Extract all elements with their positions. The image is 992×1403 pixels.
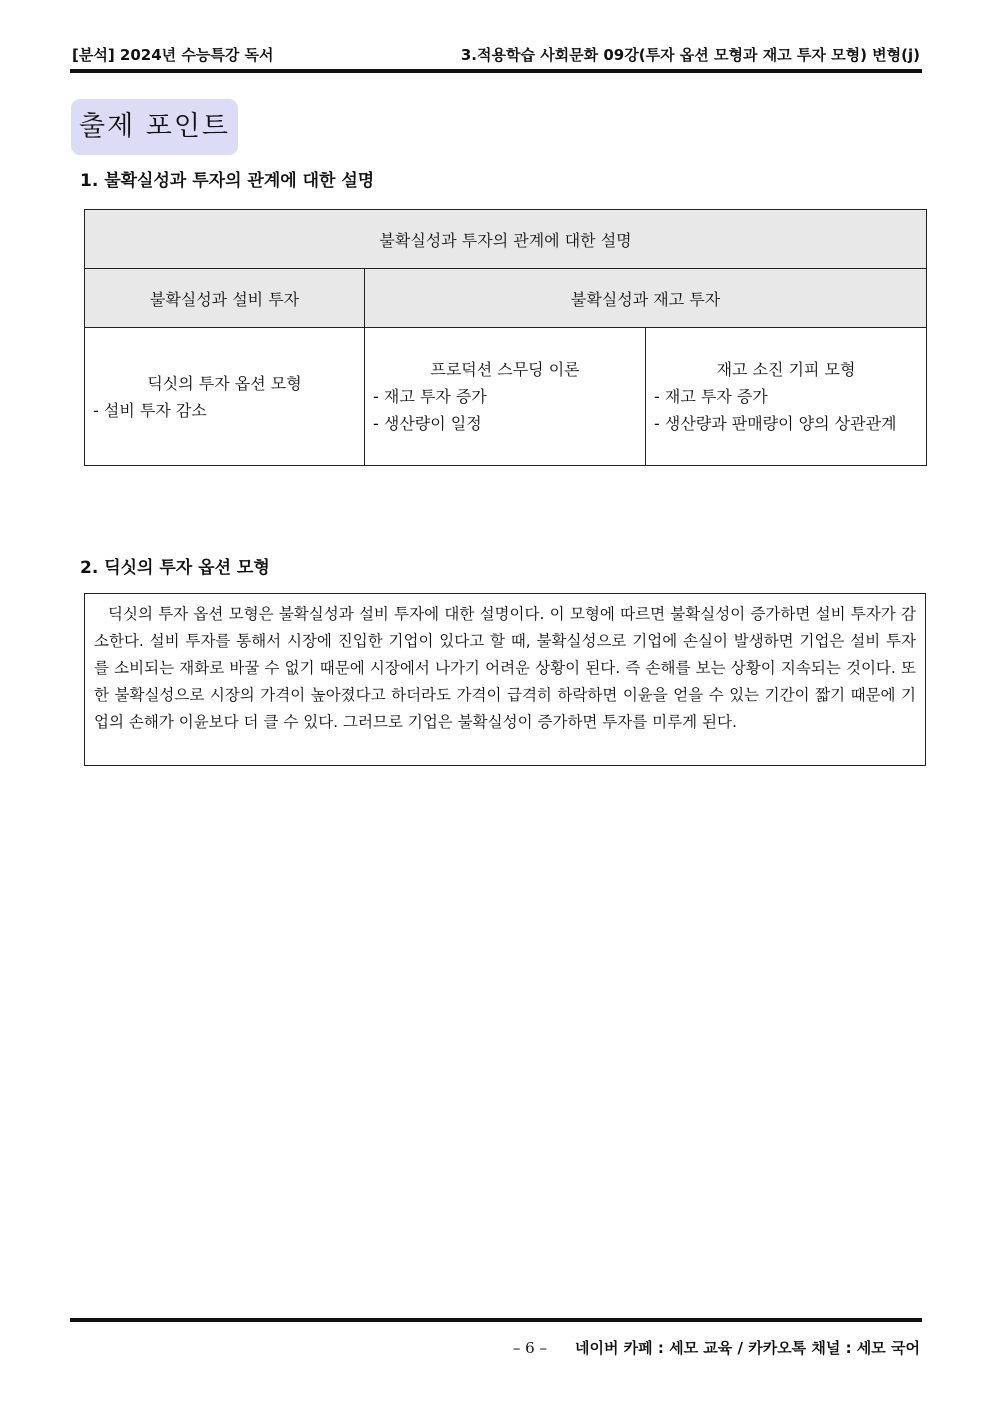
dixit-explanation-paragraph: 딕싯의 투자 옵션 모형은 불확실성과 설비 투자에 대한 설명이다. 이 모형에 따르면 불확실성이 증가하면 설비 투자가 감소한다. 설비 투자를 통해서 시장에 진입한 기업이 있다고 할 때, 불확실성으로 기업에 손실이 발생하면 기업은 설비 투자를 소비되는 재화로 바꿀 수 없기 때문에 시장에서 나가기 어려운 상황이 된다. 즉 손해를 보는 상황이 지속되는 것이다. 또한 불확실성으로 시장의 가격이 높아졌다고 하더라도 가격이 급격히 하락하면 이윤을 얻을 수 있는 기간이 짧기 때문에 기업의 손해가 이윤보다 더 클 수 있다. 그러므로 기업은 불확실성이 증가하면 투자를 미루게 된다. — [84, 593, 926, 766]
header-doc-title: [분석] 2024년 수능특강 독서 — [72, 46, 274, 64]
section1-title: 1. 불확실성과 투자의 관계에 대한 설명 — [80, 171, 375, 191]
footer-channel-info: 네이버 카페 : 세모 교육 / 카카오톡 채널 : 세모 국어 — [574, 1339, 920, 1357]
cell-item: - 생산량이 일정 — [373, 414, 482, 433]
cell-heading: 프로덕션 스무딩 이론 — [430, 360, 580, 379]
cell-item: - 생산량과 판매량이 양의 상관관계 — [654, 414, 897, 433]
cell-heading: 딕싯의 투자 옵션 모형 — [147, 373, 302, 393]
uncertainty-investment-table — [84, 209, 927, 466]
section2-title: 2. 딕싯의 투자 옵션 모형 — [80, 558, 270, 578]
col-header-equipment: 불확실성과 설비 투자 — [85, 269, 365, 328]
cell-item: - 재고 투자 증가 — [654, 387, 768, 406]
table-body-row — [85, 328, 927, 466]
page-number: – 6 – — [512, 1339, 547, 1357]
cell-item: - 설비 투자 감소 — [93, 400, 207, 420]
footer — [513, 1337, 920, 1358]
cell-production-smoothing — [365, 328, 646, 466]
cell-item: - 재고 투자 증가 — [373, 387, 487, 406]
cell-dixit-model — [85, 328, 365, 466]
cell-heading: 재고 소진 기피 모형 — [716, 360, 856, 379]
footer-divider — [70, 1318, 922, 1322]
col-header-inventory: 불확실성과 재고 투자 — [365, 269, 927, 328]
table-title: 불확실성과 투자의 관계에 대한 설명 — [85, 210, 927, 269]
table-header-row — [85, 269, 927, 328]
header-divider — [70, 69, 922, 73]
table-title-row — [85, 210, 927, 269]
header-lesson-title: 3.적용학습 사회문화 09강(투자 옵션 모형과 재고 투자 모형) 변형(j) — [460, 46, 920, 64]
exam-point-label: 출제 포인트 — [71, 99, 238, 155]
cell-stockout-avoidance — [646, 328, 927, 466]
